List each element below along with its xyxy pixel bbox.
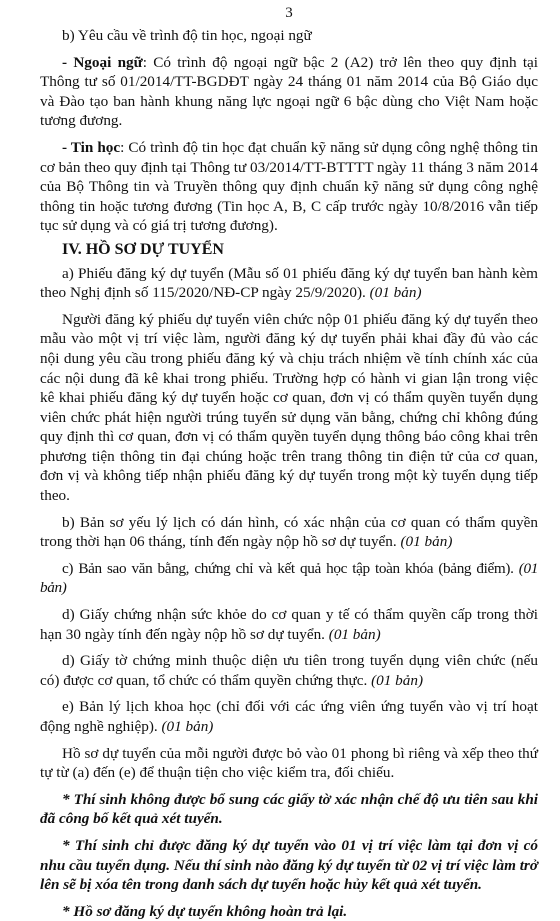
item-e-text: e) Bản lý lịch khoa học (chỉ đối với các ứng viên ứng tuyển vào vị trí hoạt động nghề nghiệp). (40, 698, 538, 735)
it-label: - Tin học (62, 138, 121, 156)
item-e (40, 697, 538, 736)
item-c-text: c) Bản sao văn bằng, chứng chỉ và kết quả học tập toàn khóa (bảng điểm). (62, 559, 514, 577)
item-a (40, 264, 538, 303)
registration-paragraph: Người đăng ký phiếu dự tuyển viên chức nộp 01 phiếu đăng ký dự tuyển theo mẫu vào một vị trí việc làm, người đăng ký dự tuyển phải khai đầy đủ vào các nội dung yêu cầu trong phiếu đăng ký và chịu trách nhiệm về tính chính xác của các nội dung đã kê khai trong phiếu. Trường hợp có hành vi gian lận trong việc kê khai phiếu đăng ký dự tuyển hoặc cơ quan, đơn vị có thẩm quyền tuyển dụng viên chức phát hiện người trúng tuyển sử dụng văn bằng, chứng chỉ không đúng quy định thì cơ quan, đơn vị có thẩm quyền tuyển dụng thông báo công khai trên phương tiện thông tin đại chúng hoặc trên trang thông tin điện tử của cơ quan, đơn vị và không tiếp nhận phiếu đăng ký dự tuyển trong một kỳ tuyển dụng tiếp theo. (40, 310, 538, 505)
item-b (40, 513, 538, 552)
section-iv-heading: IV. HỒ SƠ DỰ TUYỂN (62, 240, 224, 258)
item-d-health-text: d) Giấy chứng nhận sức khỏe do cơ quan y tế có thẩm quyền cấp trong thời hạn 30 ngày tính đến ngày nộp hồ sơ dự tuyển. (40, 606, 538, 643)
item-b-copies: (01 bản) (400, 533, 453, 551)
item-d-priority-copies: (01 bản) (371, 671, 424, 689)
item-d-health (40, 605, 538, 644)
foreign-language-requirement (40, 53, 538, 131)
item-b-text: b) Bản sơ yếu lý lịch có dán hình, có xác nhận của cơ quan có thẩm quyền trong thời hạn 06 tháng, tính đến ngày nộp hồ sơ dự tuyển. (40, 513, 538, 551)
it-requirement (40, 138, 538, 236)
envelope-paragraph: Hồ sơ dự tuyển của mỗi người được bỏ vào 01 phong bì riêng và xếp theo thứ tự từ (a) đến (e) để thuận tiện cho việc kiểm tra, đối chiếu. (40, 744, 538, 782)
item-c (40, 559, 538, 598)
item-e-copies: (01 bản) (161, 718, 214, 735)
section-b-title: b) Yêu cầu về trình độ tin học, ngoại ngữ (62, 27, 312, 44)
item-a-copies: (01 bản) (369, 284, 422, 302)
item-a-text: a) Phiếu đăng ký dự tuyển (Mẫu số 01 phiếu đăng ký dự tuyển ban hành kèm theo Nghị định số 115/2020/NĐ-CP ngày 25/9/2020). (40, 264, 538, 302)
item-c-copies: (01 bản) (40, 559, 538, 597)
note-1: * Thí sinh không được bổ sung các giấy tờ xác nhận chế độ ưu tiên sau khi đã công bố kết quả xét tuyển. (40, 790, 538, 828)
note-2: * Thí sinh chỉ được đăng ký dự tuyển vào 01 vị trí việc làm tại đơn vị có nhu cầu tuyển dụng. Nếu thí sinh nào đăng ký dự tuyển từ 02 vị trí việc làm trở lên sẽ bị xóa tên trong danh sách dự tuyển hoặc hủy kết quả xét tuyển. (40, 836, 538, 894)
it-text: : Có trình độ tin học đạt chuẩn kỹ năng sử dụng công nghệ thông tin cơ bản theo quy định tại Thông tư 03/2014/TT-BTTTT ngày 11 tháng 3 năm 2014 của Bộ Thông tin và Truyền thông quy định chuẩn kỹ năng sử dụng công nghệ thông tin hoặc tương đương (Tin học A, B, C cấp trước ngày 10/8/2016 vẫn tiếp tục sử dụng và có giá trị tương đương). (40, 138, 538, 235)
note-3: * Hồ sơ đăng ký dự tuyển không hoàn trả lại. (62, 902, 348, 920)
page-number: 3 (285, 5, 293, 21)
foreign-language-label: - Ngoại ngữ (62, 53, 143, 71)
item-d-priority-text: d) Giấy tờ chứng minh thuộc diện ưu tiên trong tuyển dụng viên chức (nếu có) được cơ quan, tổ chức có thẩm quyền chứng thực. (40, 652, 538, 689)
item-d-health-copies: (01 bản) (328, 625, 381, 643)
item-d-priority (40, 651, 538, 690)
foreign-language-text: : Có trình độ ngoại ngữ bậc 2 (A2) trở lên theo quy định tại Thông tư số 01/2014/TT-BGDĐT ngày 24 tháng 01 năm 2014 của Bộ Giáo dục và Đào tạo ban hành khung năng lực ngoại ngữ 6 bậc dùng cho Việt Nam hoặc tương đương. (40, 53, 538, 130)
